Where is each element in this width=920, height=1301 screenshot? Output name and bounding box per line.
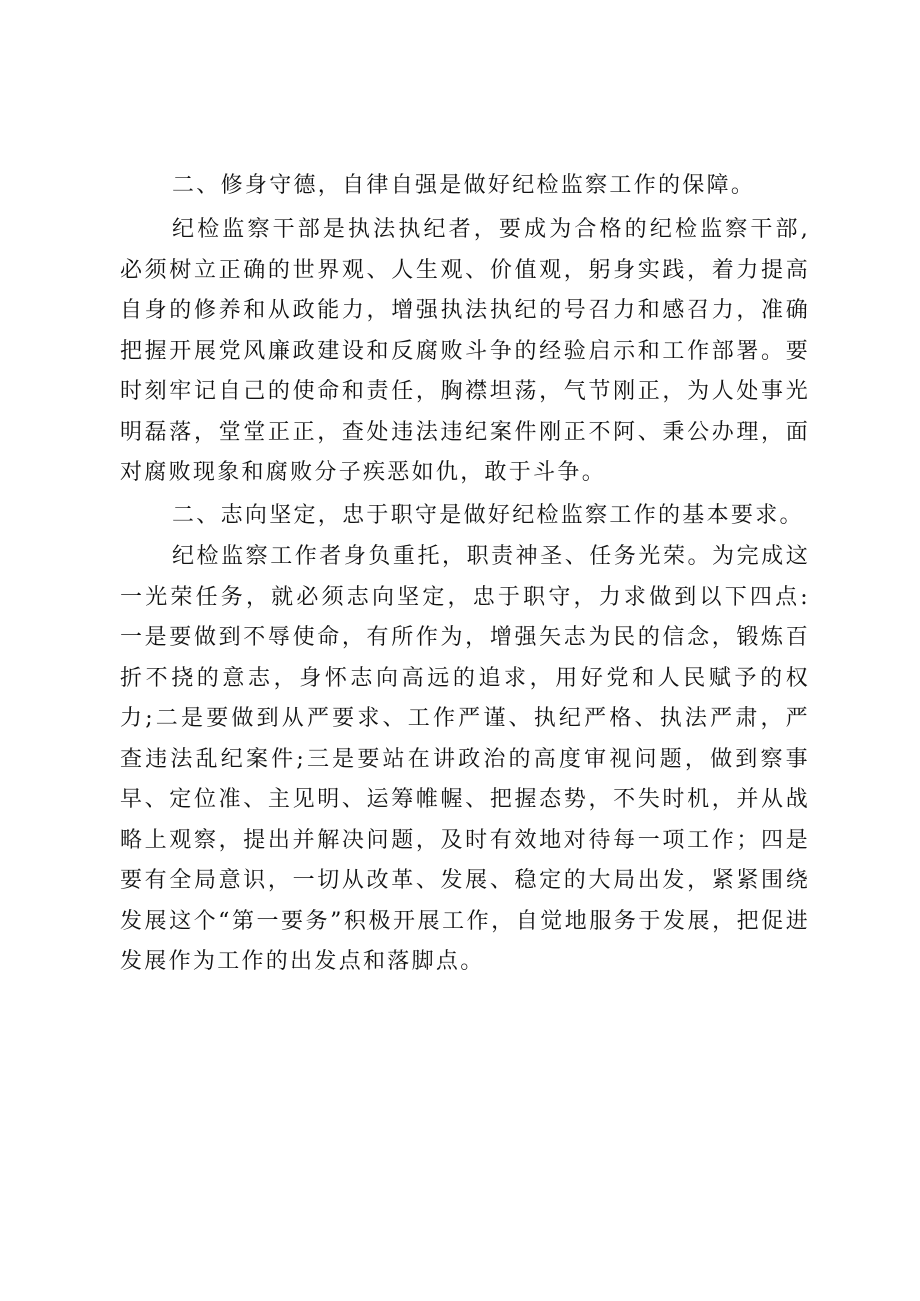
section-body-1: 纪检监察干部是执法执纪者，要成为合格的纪检监察干部,必须树立正确的世界观、人生观、价值观，躬身实践，着力提高自身的修养和从政能力，增强执法执纪的号召力和感召力，准确把握开展党风廉政建设和反腐败斗争的经验启示和工作部署。要时刻牢记自己的使命和责任，胸襟坦荡，气节刚正，为人处事光明磊落，堂堂正正，查处违法违纪案件刚正不阿、秉公办理，面对腐败现象和腐败分子疾恶如仇，敢于斗争。 <box>120 217 810 485</box>
section-body-2: 纪检监察工作者身负重托，职责神圣、任务光荣。为完成这一光荣任务，就必须志向坚定，忠于职守，力求做到以下四点:一是要做到不辱使命，有所作为，增强矢志为民的信念，锻炼百折不挠的意志，身怀志向高远的追求，用好党和人民赋予的权力;二是要做到从严要求、工作严谨、执纪严格、执法严肃，严查违法乱纪案件;三是要站在讲政治的高度审视问题，做到察事早、定位准、主见明、运筹帷幄、把握态势，不失时机，并从战略上观察，提出并解决问题，及时有效地对待每一项工作；四是要有全局意识，一切从改革、发展、稳定的大局出发，紧紧围绕发展这个“第一要务”积极开展工作，自觉地服务于发展，把促进发展作为工作的出发点和落脚点。 <box>120 544 810 974</box>
section-heading-2: 二、志向坚定，忠于职守是做好纪检监察工作的基本要求。 <box>172 503 804 528</box>
section-heading-1: 二、修身守德，自律自强是做好纪检监察工作的保障。 <box>172 173 756 198</box>
